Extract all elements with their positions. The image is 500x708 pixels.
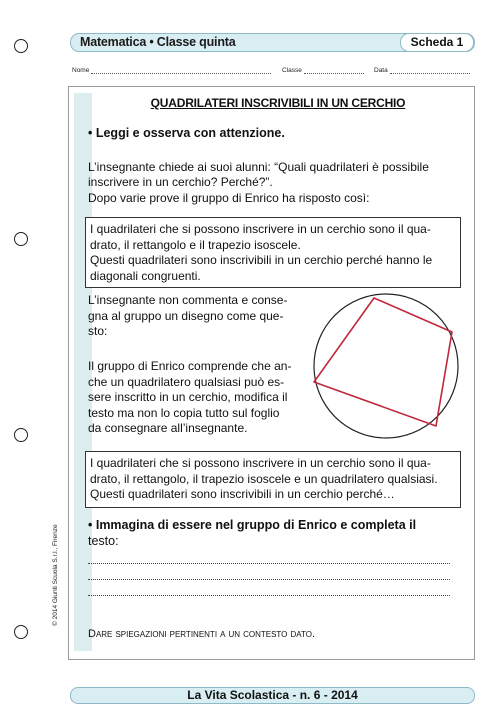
box1-line-2: drato, il rettangolo e il trapezio isoscele. bbox=[90, 238, 301, 252]
inscribed-quadrilateral-figure bbox=[308, 286, 468, 446]
binder-hole-1 bbox=[14, 39, 28, 53]
box2-line-3: Questi quadrilateri sono inscrivibili in un cerchio perché… bbox=[90, 487, 395, 501]
copyright-notice: © 2014 Giunti Scuola S.r.l., Firenze bbox=[52, 524, 59, 626]
box2-line-2: drato, il rettangolo, il trapezio isoscele e un quadrilatero qualsiasi. bbox=[90, 472, 438, 486]
sheet-number: Scheda 1 bbox=[400, 33, 474, 52]
header-band bbox=[70, 33, 475, 52]
para2-line-1: L’insegnante non commenta e conse- bbox=[88, 293, 288, 307]
date-field[interactable] bbox=[374, 67, 470, 74]
competency-note: Dare spiegazioni pertinenti a un contesto dato. bbox=[88, 628, 315, 640]
worksheet-title: QUADRILATERI INSCRIVIBILI IN UN CERCHIO bbox=[150, 96, 406, 110]
intro-line-2: inscrivere in un cerchio? Perché?”. bbox=[88, 175, 273, 189]
name-label: Nome bbox=[72, 67, 90, 74]
para2-line-2: gna al gruppo un disegno come que- bbox=[88, 309, 284, 323]
para3-line-4: testo ma non lo copia tutto sul foglio bbox=[88, 406, 280, 420]
binder-hole-3 bbox=[14, 428, 28, 442]
binder-hole-2 bbox=[14, 232, 28, 246]
box1-line-1: I quadrilateri che si possono inscrivere in un cerchio sono il qua- bbox=[90, 222, 431, 236]
answer-line-3[interactable] bbox=[88, 595, 450, 596]
para3-line-1: Il gruppo di Enrico comprende che an- bbox=[88, 359, 292, 373]
binder-hole-4 bbox=[14, 625, 28, 639]
box1-line-3: Questi quadrilateri sono inscrivibili in un cerchio perché hanno le bbox=[90, 253, 433, 267]
class-label: Classe bbox=[282, 67, 302, 74]
section2-heading-line-2: testo: bbox=[88, 534, 119, 548]
circle-outline bbox=[314, 294, 458, 438]
name-field[interactable] bbox=[72, 67, 271, 74]
footer-band: La Vita Scolastica - n. 6 - 2014 bbox=[70, 687, 475, 704]
section2-heading-line-1: • Immagina di essere nel gruppo di Enrico e completa il bbox=[88, 518, 417, 532]
para3-line-3: sere inscritto in un cerchio, modifica il bbox=[88, 390, 288, 404]
para3-line-2: che un quadrilatero qualsiasi può es- bbox=[88, 375, 285, 389]
para3-line-5: da consegnare all’insegnante. bbox=[88, 421, 248, 435]
quadrilateral-shape bbox=[314, 298, 452, 426]
box2-line-1: I quadrilateri che si possono inscrivere in un cerchio sono il qua- bbox=[90, 456, 431, 470]
subject-label: Matematica • Classe quinta bbox=[80, 35, 236, 49]
class-field[interactable] bbox=[282, 67, 364, 74]
intro-line-3: Dopo varie prove il gruppo di Enrico ha risposto così: bbox=[88, 191, 370, 205]
section1-heading: • Leggi e osserva con attenzione. bbox=[88, 126, 285, 140]
para2-line-3: sto: bbox=[88, 324, 108, 338]
date-label: Data bbox=[374, 67, 388, 74]
answer-line-1[interactable] bbox=[88, 563, 450, 564]
intro-line-1: L’insegnante chiede ai suoi alunni: “Quali quadrilateri è possibile bbox=[88, 160, 429, 174]
box1-line-4: diagonali congruenti. bbox=[90, 269, 201, 283]
answer-line-2[interactable] bbox=[88, 579, 450, 580]
